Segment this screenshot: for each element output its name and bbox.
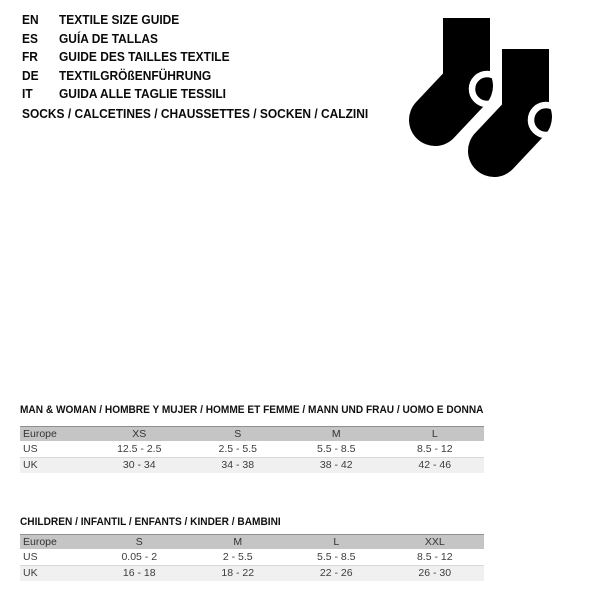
category-heading: SOCKS / CALCETINES / CHAUSSETTES / SOCKEN / CALZINI bbox=[22, 106, 369, 121]
language-code: EN bbox=[22, 12, 39, 27]
size-value-cell: 18 - 22 bbox=[221, 567, 255, 579]
language-row-it bbox=[22, 85, 244, 104]
size-value-cell: 30 - 34 bbox=[122, 459, 156, 471]
language-label: GUIDE DES TAILLES TEXTILE bbox=[59, 49, 230, 64]
language-row-fr bbox=[22, 48, 244, 67]
table-row-uk bbox=[20, 566, 484, 581]
size-value-cell: 0.05 - 2 bbox=[121, 551, 158, 563]
language-label: TEXTILGRÖßENFÜHRUNG bbox=[59, 67, 212, 83]
column-header-size: M bbox=[233, 536, 243, 548]
size-value-cell: 16 - 18 bbox=[122, 567, 156, 579]
row-label: UK bbox=[23, 567, 38, 579]
table-row-us bbox=[20, 441, 484, 458]
size-table-adults bbox=[20, 426, 484, 473]
language-row-es bbox=[22, 30, 244, 49]
size-value-cell: 5.5 - 8.5 bbox=[316, 551, 356, 563]
column-header-size: L bbox=[431, 428, 438, 440]
size-value-cell: 8.5 - 12 bbox=[416, 443, 453, 455]
table-header-row bbox=[20, 534, 484, 549]
column-header-size: S bbox=[234, 428, 242, 440]
row-label: UK bbox=[23, 459, 38, 471]
size-value-cell: 42 - 46 bbox=[418, 459, 452, 471]
column-header-region: Europe bbox=[23, 536, 57, 548]
size-value-cell: 12.5 - 2.5 bbox=[117, 443, 162, 455]
column-header-size: XXL bbox=[424, 536, 445, 548]
table-header-row bbox=[20, 426, 484, 441]
language-code: IT bbox=[22, 86, 33, 101]
size-value-cell: 38 - 42 bbox=[319, 459, 353, 471]
socks-icon bbox=[403, 12, 568, 182]
size-value-cell: 5.5 - 8.5 bbox=[316, 443, 356, 455]
table-title-children: CHILDREN / INFANTIL / ENFANTS / KINDER / BAMBINI bbox=[20, 516, 281, 528]
language-label: TEXTILE SIZE GUIDE bbox=[59, 12, 180, 27]
language-label: GUIDA ALLE TAGLIE TESSILI bbox=[59, 86, 227, 101]
size-value-cell: 34 - 38 bbox=[221, 459, 255, 471]
column-header-size: XS bbox=[132, 428, 147, 440]
table-row-uk bbox=[20, 458, 484, 473]
table-row-us bbox=[20, 549, 484, 566]
language-code: FR bbox=[22, 49, 38, 64]
language-row-en bbox=[22, 11, 244, 30]
language-label: GUÍA DE TALLAS bbox=[59, 30, 159, 46]
column-header-size: M bbox=[331, 428, 341, 440]
column-header-size: S bbox=[135, 536, 143, 548]
size-value-cell: 26 - 30 bbox=[418, 567, 452, 579]
column-header-region: Europe bbox=[23, 428, 57, 440]
size-table-children bbox=[20, 534, 484, 581]
language-code: DE bbox=[22, 67, 39, 83]
sock-left bbox=[435, 18, 502, 120]
table-title-adults: MAN & WOMAN / HOMBRE Y MUJER / HOMME ET FEMME / MANN UND FRAU / UOMO E DONNA bbox=[20, 404, 484, 416]
size-value-cell: 22 - 26 bbox=[319, 567, 353, 579]
row-label: US bbox=[23, 443, 38, 455]
language-list bbox=[22, 11, 244, 104]
column-header-size: L bbox=[333, 536, 340, 548]
size-value-cell: 2.5 - 5.5 bbox=[218, 443, 258, 455]
language-row-de bbox=[22, 67, 244, 86]
size-value-cell: 8.5 - 12 bbox=[416, 551, 453, 563]
language-code: ES bbox=[22, 30, 38, 46]
size-value-cell: 2 - 5.5 bbox=[222, 551, 253, 563]
row-label: US bbox=[23, 551, 38, 563]
